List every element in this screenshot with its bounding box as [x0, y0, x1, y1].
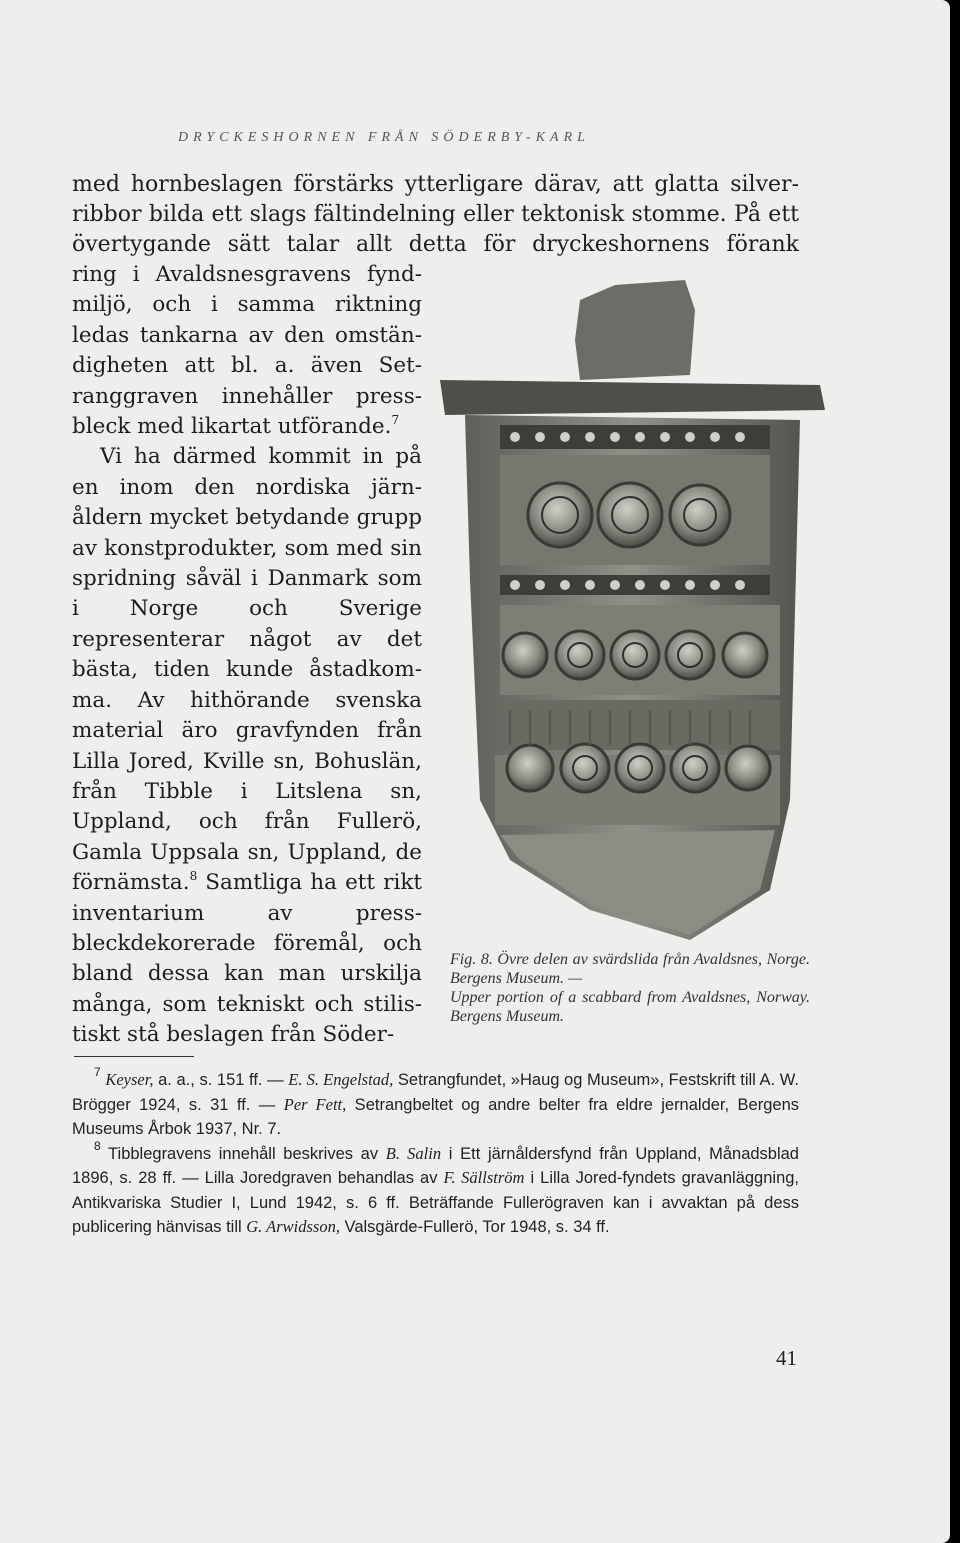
footnote-text: Tibblegravens innehåll beskrives av	[100, 1144, 386, 1163]
paragraph-2	[72, 442, 422, 1050]
intro-lines: med hornbeslagen förstärks ytterligare därav, att glatta silverribbor bilda ett slags fältindelning eller tektonisk stomme. På ett övertygande sätt talar allt detta för dryckeshornens förank	[72, 172, 799, 257]
footnote-author: F. Sällström	[443, 1168, 525, 1187]
paragraph-2-text-b: Samtliga ha ett rikt inventarium av pressbleckdekorerade föremål, och bland dessa kan man urskilja många, som tekniskt och stilistiskt stå beslagen från Söder-	[72, 870, 422, 1048]
scabbard-illustration	[440, 280, 830, 950]
footnote-text: i Ett järnåldersfynd från Uppland, Månadsblad 1896, s. 28 ff. — Lilla Joredgraven behandlas av	[72, 1144, 799, 1187]
footnote-text: Valsgärde-Fullerö, Tor 1948, s. 34 ff.	[339, 1218, 610, 1236]
footnote-text: Setrangbeltet og andre belter fra eldre jernalder, Bergens Museums Årbok 1937, Nr. 7.	[72, 1095, 799, 1138]
footnote-author: Per Fett,	[283, 1094, 347, 1114]
footnote-text: Setrangfundet, »Haug og Museum», Festskrift till A. W. Brögger 1924, s. 31 ff. —	[72, 1071, 799, 1114]
footnote-8	[72, 1138, 800, 1240]
footnote-rule	[74, 1056, 194, 1057]
footnote-text: a. a., s. 151 ff. —	[153, 1071, 289, 1089]
caption-swedish: Fig. 8. Övre delen av svärdslida från Avaldsnes, Norge. Bergens Museum. —	[450, 951, 810, 987]
footnote-ref-7: 7	[391, 413, 400, 428]
body-column	[72, 260, 422, 1051]
page-number: 41	[776, 1346, 797, 1370]
running-head: DRYCKESHORNEN FRÅN SÖDERBY-KARL	[178, 130, 590, 145]
caption-english: Upper portion of a scabbard from Avaldsnes, Norway. Bergens Museum.	[450, 989, 810, 1025]
scabbard-photo	[440, 280, 830, 950]
footnote-author: E. S. Engelstad,	[288, 1070, 394, 1089]
paragraph-2-text-a: Vi ha därmed kommit in på en inom den nordiska järnåldern mycket betydande grupp av konstprodukter, som med sin spridning såväl i Danmark som i Norge och Sverige representerar något av det bästa, tiden kunde åstadkomma. Av hithörande svenska material äro gravfynden från Lilla Jored, Kville sn, Bohuslän, från Tibble i Litslena sn, Uppland, och från Fullerö, Gamla Uppsala sn, Uppland, de förnämsta.	[72, 444, 422, 896]
footnote-text: i Lilla Jored-fyndets gravanläggning, Antikvariska Studier I, Lund 1942, s. 6 ff. Beträffande Fullerögraven kan i avvaktan på dess publicering hänvisas till	[72, 1169, 800, 1236]
footnote-ref-8: 8	[189, 869, 198, 884]
paragraph-1-text: ring i Avaldsnesgravens fyndmiljö, och i samma riktning ledas tankarna av den omständigheten att bl. a. även Setranggraven innehåller pressbleck med likartat utförande.	[72, 262, 422, 440]
figure-caption	[450, 950, 810, 1026]
footnote-7	[72, 1065, 799, 1142]
paragraph-1	[72, 260, 422, 442]
footnote-author: B. Salin	[385, 1143, 442, 1163]
footnote-marker: 7	[94, 1065, 101, 1079]
footnotes	[72, 1065, 800, 1240]
footnote-author: G. Arwidsson,	[246, 1217, 340, 1236]
footnote-marker: 8	[94, 1138, 101, 1153]
footnote-author: Keyser,	[105, 1070, 154, 1089]
